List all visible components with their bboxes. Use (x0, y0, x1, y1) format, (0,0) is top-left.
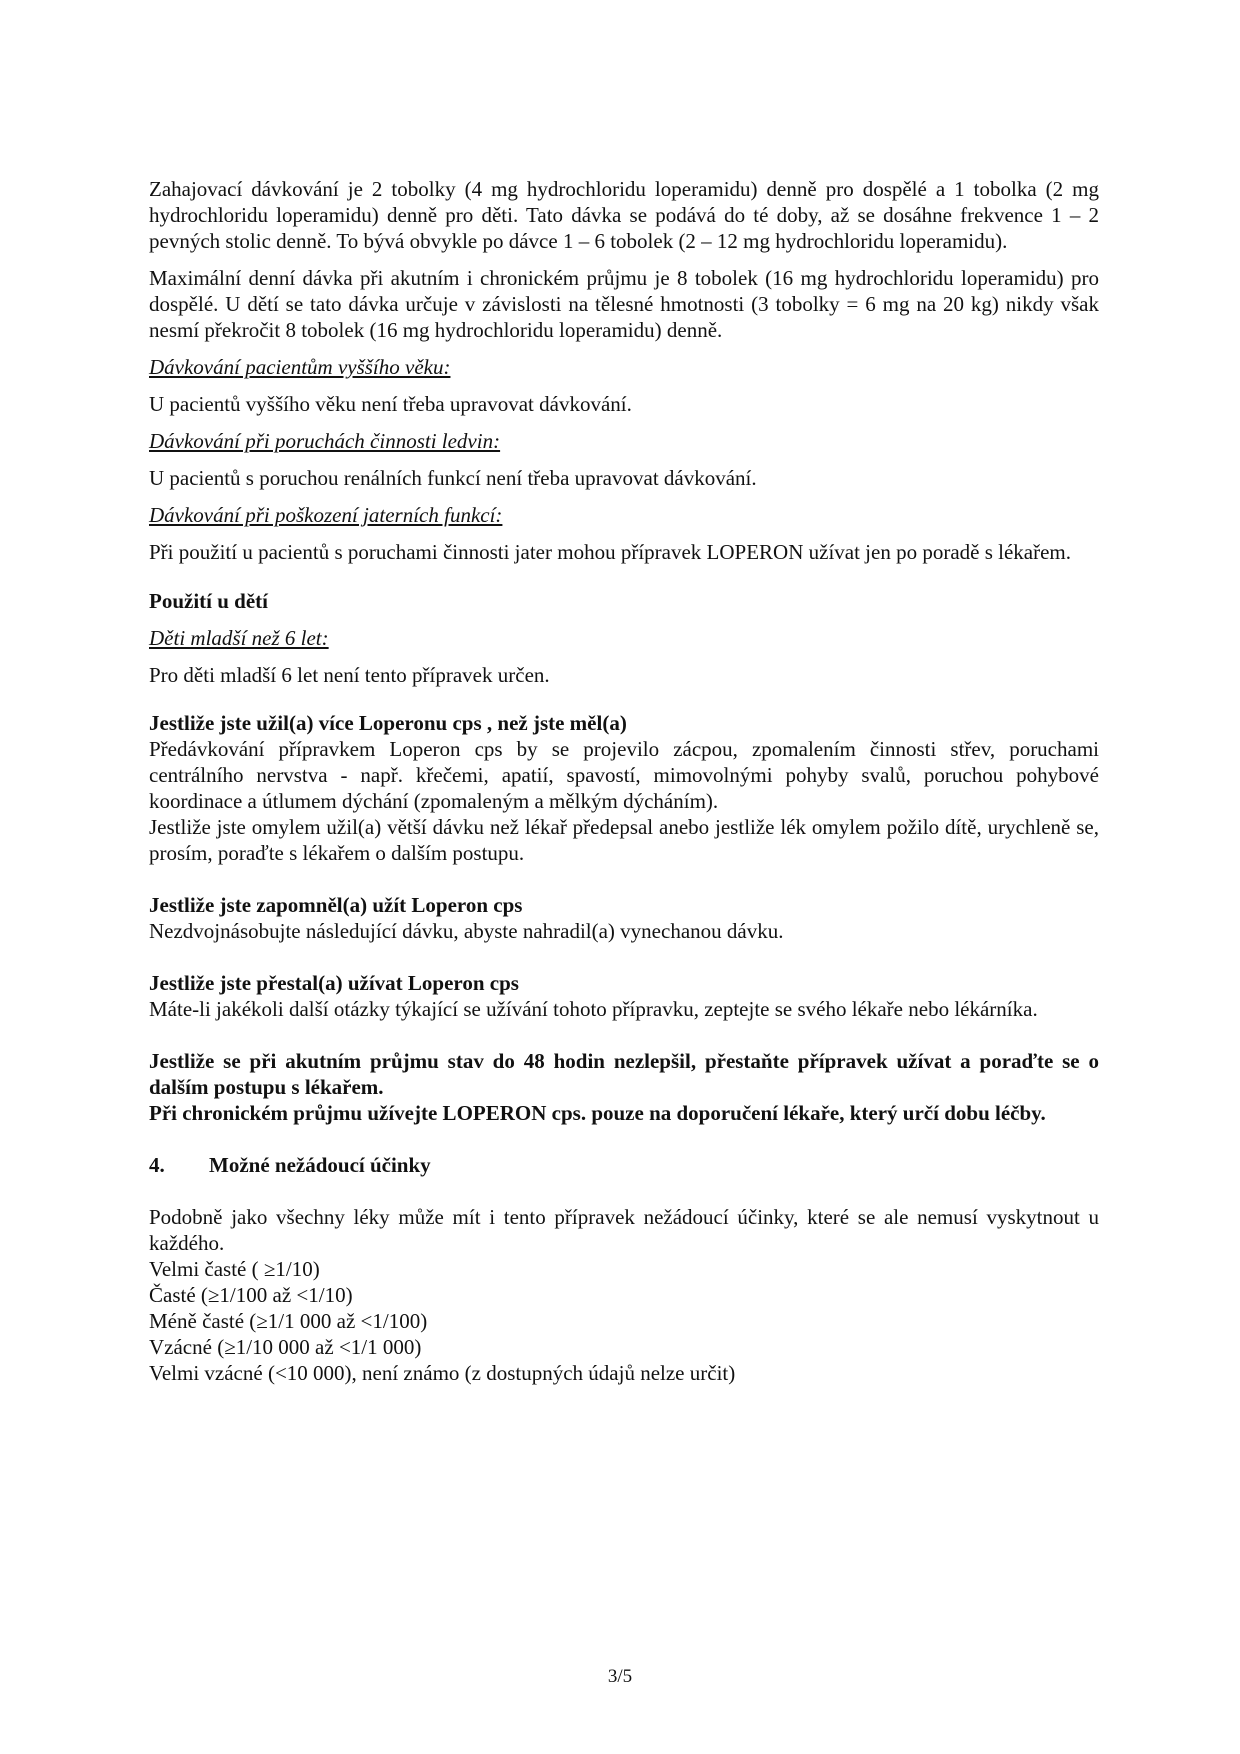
frequency-item: Méně časté (≥1/1 000 až <1/100) (149, 1309, 428, 1333)
section-4-heading (149, 1152, 1099, 1178)
document-page (149, 176, 1099, 1386)
section-4-title: Možné nežádoucí účinky (209, 1153, 431, 1177)
frequency-item: Vzácné (≥1/10 000 až <1/1 000) (149, 1335, 422, 1359)
frequency-item: Časté (≥1/100 až <1/10) (149, 1283, 353, 1307)
renal-dosing-heading: Dávkování při poruchách činnosti ledvin: (149, 429, 501, 453)
hepatic-dosing-heading: Dávkování při poškození jaterních funkcí: (149, 503, 503, 527)
children-sub-heading: Děti mladší než 6 let: (149, 626, 329, 650)
warning-line-1: Jestliže se při akutním průjmu stav do 48 hodin nezlepšil, přestaňte přípravek užívat a poraďte se o dalším postupu s lékařem. (149, 1049, 1099, 1099)
hepatic-dosing-text: Při použití u pacientů s poruchami činnosti jater mohou přípravek LOPERON užívat jen po poradě s lékařem. (149, 540, 1072, 564)
overdose-text-2: Jestliže jste omylem užil(a) větší dávku než lékař předepsal anebo jestliže lék omylem požilo dítě, urychleně se, prosím, poraďte s lékařem o dalším postupu. (149, 815, 1099, 865)
renal-dosing-text: U pacientů s poruchou renálních funkcí není třeba upravovat dávkování. (149, 466, 757, 490)
warning-line-2: Při chronickém průjmu užívejte LOPERON cps. pouze na doporučení lékaře, který určí dobu léčby. (149, 1101, 1046, 1125)
forgot-text: Nezdvojnásobujte následující dávku, abyste nahradil(a) vynechanou dávku. (149, 919, 784, 943)
elderly-dosing-text: U pacientů vyššího věku není třeba upravovat dávkování. (149, 392, 632, 416)
forgot-heading: Jestliže jste zapomněl(a) užít Loperon cps (149, 893, 523, 917)
children-heading: Použití u dětí (149, 589, 268, 613)
stopped-text: Máte-li jakékoli další otázky týkající se užívání tohoto přípravku, zeptejte se svého lékaře nebo lékárníka. (149, 997, 1038, 1021)
children-text: Pro děti mladší 6 let není tento přípravek určen. (149, 663, 550, 687)
elderly-dosing-heading: Dávkování pacientům vyššího věku: (149, 355, 451, 379)
overdose-text-1: Předávkování přípravkem Loperon cps by se projevilo zácpou, zpomalením činnosti střev, poruchami centrálního nervstva - např. křečemi, apatií, spavostí, mimovolnými pohyby svalů, poruchou pohybové koordinace a útlumem dýchání (zpomaleným a mělkým dýcháním). (149, 737, 1099, 813)
dosing-paragraph-2: Maximální denní dávka při akutním i chronickém průjmu je 8 tobolek (16 mg hydrochloridu loperamidu) pro dospělé. U dětí se tato dávka určuje v závislosti na tělesné hmotnosti (3 tobolky = 6 mg na 20 kg) nikdy však nesmí překročit 8 tobolek (16 mg hydrochloridu loperamidu) denně. (149, 266, 1099, 342)
stopped-heading: Jestliže jste přestal(a) užívat Loperon cps (149, 971, 519, 995)
frequency-item: Velmi časté ( ≥1/10) (149, 1257, 320, 1281)
page-number: 3/5 (607, 1666, 633, 1687)
dosing-paragraph-1: Zahajovací dávkování je 2 tobolky (4 mg hydrochloridu loperamidu) denně pro dospělé a 1 tobolka (2 mg hydrochloridu loperamidu) denně pro děti. Tato dávka se podává do té doby, až se dosáhne frekvence 1 – 2 pevných stolic denně. To bývá obvykle po dávce 1 – 6 tobolek (2 – 12 mg hydrochloridu loperamidu). (149, 177, 1099, 253)
frequency-item: Velmi vzácné (<10 000), není známo (z dostupných údajů nelze určit) (149, 1361, 736, 1385)
overdose-heading: Jestliže jste užil(a) více Loperonu cps , než jste měl(a) (149, 711, 627, 735)
section-4-number: 4. (149, 1153, 165, 1177)
side-effects-intro: Podobně jako všechny léky může mít i tento přípravek nežádoucí účinky, které se ale nemusí vyskytnout u každého. (149, 1205, 1099, 1255)
